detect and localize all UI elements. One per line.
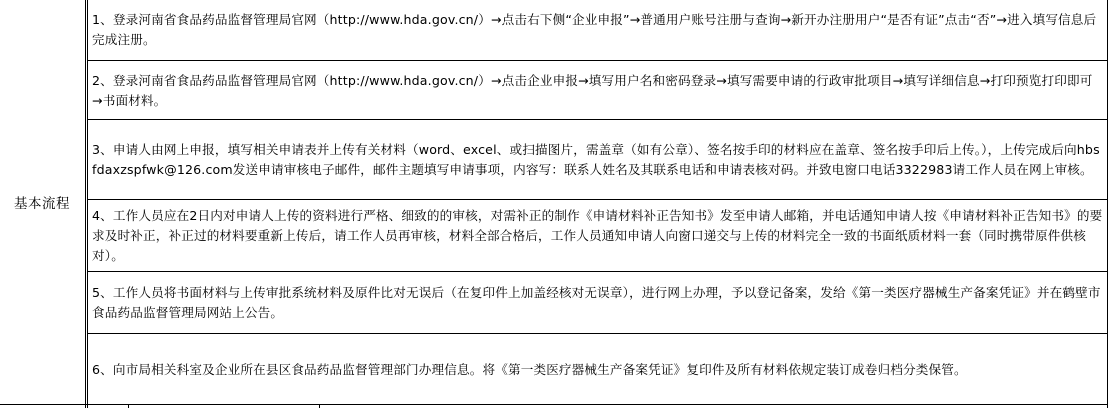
- step-cell: [88, 62, 1107, 119]
- step-text: 4、工作人员应在2日内对申请人上传的资料进行严格、细致的的审核，对需补正的制作《申请材料补正告知书》发至申请人邮箱，并电话通知申请人按《申请材料补正告知书》的要求及时补正，补正过的材料要重新上传后，请工作人员再审核，材料全部合格后，工作人员通知申请人向窗口递交与上传的材料完全一致的书面纸质材料一套（同时携带原件供核对）。: [92, 208, 1103, 263]
- step-cell: [88, 0, 1107, 60]
- table-right-border: [1107, 0, 1108, 408]
- step-text: 5、工作人员将书面材料与上传审批系统材料及原件比对无误后（在复印件上加盖经核对无误章），进行网上办理，予以登记备案，发给《第一类医疗器械生产备案凭证》并在鹤壁市食品药品监督管理局网站上公告。: [92, 285, 1101, 320]
- column-divider: [85, 0, 86, 408]
- table-bottom-border: [0, 404, 1108, 405]
- step-cell: [88, 121, 1107, 199]
- step-text: 2、登录河南省食品药品监督管理局官网（http://www.hda.gov.cn/）→点击企业申报→填写用户名和密码登录→填写需要申请的行政审批项目→填写详细信息→打印预览打印即可→书面材料。: [92, 72, 1093, 108]
- step-cell: [88, 273, 1107, 333]
- step-text: 1、登录河南省食品药品监督管理局官网（http://www.hda.gov.cn/）→点击右下侧“企业申报”→普通用户账号注册与查询→新开办注册用户“是否有证”点击“否”→进入填写信息后完成注册。: [92, 12, 1097, 47]
- step-text: 3、申请人由网上申报，填写相关申请表并上传有关材料（word、excel、或扫描图片，需盖章（如有公章）、签名按手印的材料应在盖章、签名按手印后上传。），上传完成后向hbsfdaxzspfwk@126.com发送申请审核电子邮件，邮件主题填写申请事项，内容写：联系人姓名及其联系电话和申请表核对码。并致电窗口电话3322983请工作人员在网上审核。: [92, 142, 1100, 177]
- row-divider: [88, 271, 1107, 272]
- row-divider: [88, 199, 1107, 200]
- step-cell: [88, 201, 1107, 271]
- section-label-cell: [0, 0, 84, 404]
- section-label: 基本流程: [14, 196, 70, 212]
- row-divider: [88, 119, 1107, 120]
- column-divider: [87, 0, 88, 408]
- row-divider: [88, 60, 1107, 61]
- row-divider: [88, 333, 1107, 334]
- step-text: 6、向市局相关科室及企业所在县区食品药品监督管理部门办理信息。将《第一类医疗器械生产备案凭证》复印件及所有材料依规定装订成卷归档分类保管。: [92, 361, 967, 377]
- step-cell: [88, 335, 1107, 404]
